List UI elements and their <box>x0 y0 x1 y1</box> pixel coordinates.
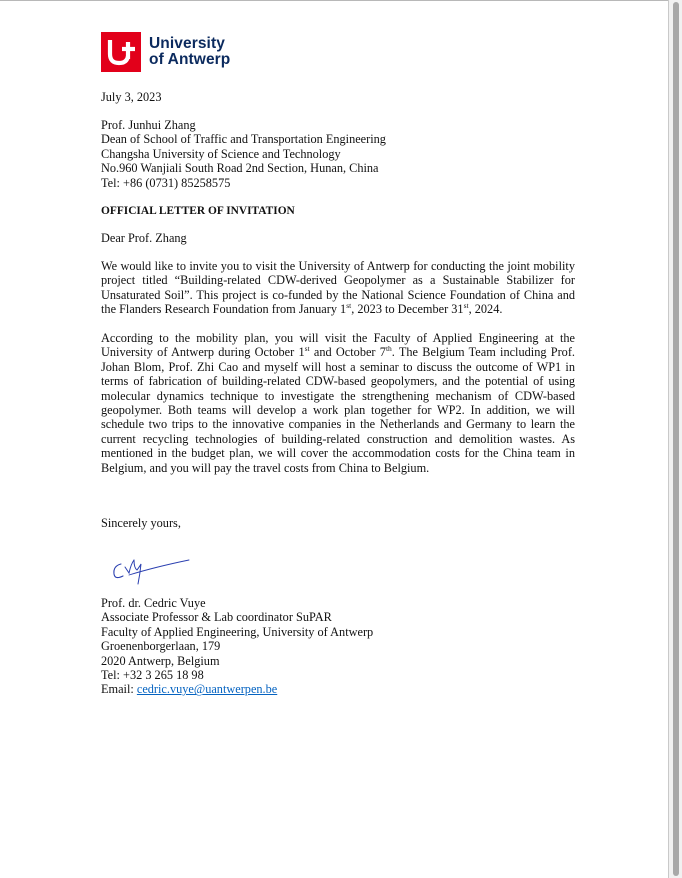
sender-signature-block <box>101 596 575 697</box>
p1-sup-1: st <box>346 301 352 311</box>
p1-text-c: , 2024. <box>468 302 503 317</box>
email-label: Email: <box>101 682 137 697</box>
p2-text-b: and October 7 <box>309 345 386 360</box>
recipient-name: Prof. Junhui Zhang <box>101 118 196 132</box>
p2-text-c: . The Belgium Team including Prof. Johan Blom, Prof. Zhi Cao and myself will host a seminar to discuss the outcome of WP1 in terms of fabrication of building-related CDW-based geopolymers, and the potential of using molecular dynamics technique to investigate the strengthening mechanism of CDW-based geopolymer. Both teams will develop a work plan together for WP2. In addition, we will schedule two trips to the innovative companies in the Netherlands and Germany to learn the current recycling technologies of building-related construction and demolition wastes. As mentioned in the budget plan, we will cover the accommodation costs for the China team in Belgium, and you will pay the travel costs from China to Belgium. <box>101 345 575 475</box>
recipient-address <box>101 118 575 190</box>
university-logo <box>101 32 230 72</box>
salutation: Dear Prof. Zhang <box>101 231 187 245</box>
handwritten-signature <box>107 550 191 590</box>
closing: Sincerely yours, <box>101 516 181 530</box>
p1-text-b: , 2023 to December 31 <box>351 302 464 317</box>
p2-sup-2: th <box>385 344 392 354</box>
page-top-border <box>0 0 668 1</box>
recipient-title: Dean of School of Traffic and Transportation Engineering <box>101 132 386 147</box>
p1-sup-2: st <box>463 301 469 311</box>
logo-line-2: of Antwerp <box>149 51 231 68</box>
sender-faculty: Faculty of Applied Engineering, University of Antwerp <box>101 624 374 639</box>
letter-title: OFFICIAL LETTER OF INVITATION <box>101 205 295 217</box>
letter-date: July 3, 2023 <box>101 90 162 104</box>
university-logo-icon <box>101 32 141 72</box>
scrollbar-thumb[interactable] <box>673 2 679 876</box>
paragraph-invitation <box>101 259 575 317</box>
p2-sup-1: st <box>304 344 310 354</box>
logo-line-1: University <box>149 35 225 52</box>
email-link[interactable]: cedric.vuye@uantwerpen.be <box>136 682 278 697</box>
p2-text-a: According to the mobility plan, you will visit the Faculty of Applied Engineering at the University of Antwerp during October 1 <box>101 331 575 360</box>
recipient-institution: Changsha University of Science and Technology <box>101 146 341 161</box>
vertical-scrollbar[interactable] <box>668 0 682 878</box>
sender-email-line <box>101 682 575 696</box>
sender-city: 2020 Antwerp, Belgium <box>101 653 220 668</box>
paragraph-mobility-plan <box>101 331 575 475</box>
sender-name: Prof. dr. Cedric Vuye <box>101 596 206 610</box>
sender-phone: Tel: +32 3 265 18 98 <box>101 668 204 683</box>
p1-text-a: We would like to invite you to visit the University of Antwerp for conducting the joint mobility project titled “Building-related CDW-derived Geopolymer as a Sustainable Stabilizer for Unsaturated Soil”. This project is co-funded by the National Science Foundation of China and the Flanders Research Foundation from January 1 <box>101 259 575 317</box>
sender-title: Associate Professor & Lab coordinator SuPAR <box>101 610 332 625</box>
logo-wordmark <box>149 36 230 68</box>
sender-street: Groenenborgerlaan, 179 <box>101 639 221 654</box>
recipient-street: No.960 Wanjiali South Road 2nd Section, Hunan, China <box>101 161 379 176</box>
recipient-phone: Tel: +86 (0731) 85258575 <box>101 175 231 190</box>
